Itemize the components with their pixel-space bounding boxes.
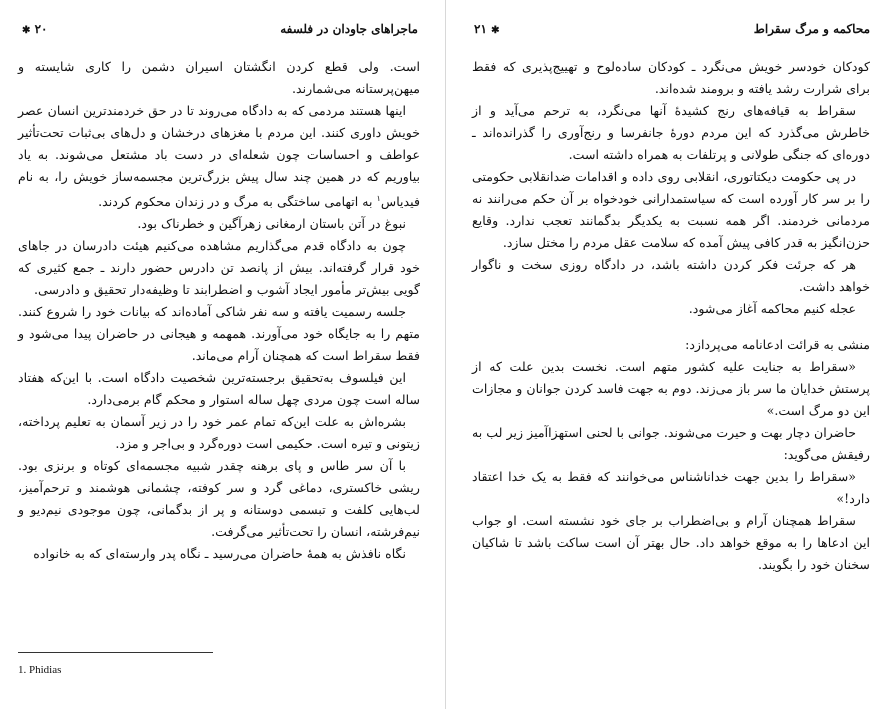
footnote: 1. Phidias bbox=[18, 664, 62, 676]
star-ornament-icon: ✱ bbox=[491, 25, 500, 36]
footnote-divider bbox=[18, 652, 213, 653]
paragraph: است. ولی قطع کردن انگشتان اسیران دشمن را کاری شایسته و میهن‌پرستانه می‌شمارند. bbox=[18, 59, 420, 96]
paragraph: در پی حکومت دیکتاتوری، انقلابی روی داده و اقدامات ضدانقلابی حکومتی را بر سر کار آورده است که سیاستمدارانی خودخواه بر آن حکم می‌رانند نه مردمانی خردمند. اگر همه نسبت به یکدیگر بدگمانند تعجب ندارد. وقایع حزن‌انگیز به قدر کافی پیش آمده که سلامت عقل مردم را مختل سازد. bbox=[472, 169, 870, 250]
footnote-marker: ۱ bbox=[376, 194, 381, 203]
paragraph: نبوغ در آتن باستان ارمغانی زهرآگین و خطرناک بود. bbox=[137, 216, 406, 232]
paragraph: چون به دادگاه قدم می‌گذاریم مشاهده می‌کنیم هیئت دادرسان در جاهای خود قرار گرفته‌اند. بیش از پانصد تن دادرس حضور دارند ـ جمع کثیری که گویی بیش‌تر مأمور ایجاد آشوب و اضطرابند تا وظیفه‌دار تحقیق و دادرسی. bbox=[18, 238, 420, 298]
paragraph: «سقراط به جنایت علیه کشور متهم است. نخست بدین علت که از پرستش خدایان ما سر باز می‌زند. دوم به جهت فاسد کردن جوانان و مجازات این دو مرگ است.» bbox=[472, 359, 870, 418]
paragraph: «سقراط را بدین جهت خداناشناس می‌خوانند که فقط به یک خدا اعتقاد دارد!» bbox=[472, 469, 870, 506]
left-header-page-number: ۲۰ ✱ bbox=[22, 22, 48, 36]
paragraph: عجله کنیم محاکمه آغاز می‌شود. bbox=[688, 301, 856, 316]
paragraph: سقراط به قیافه‌های رنج کشیدهٔ آنها می‌نگرد، به ترحم می‌آید و از خاطرش می‌گذرد که این مردم دورهٔ جانفرسا و رنج‌آوری را گذرانده‌اند ـ دوره‌ای که جنگی طولانی و پرتلفات به همراه داشته است. bbox=[472, 103, 870, 162]
right-page-header bbox=[474, 22, 870, 42]
paragraph: با آن سر طاس و پای برهنه چقدر شبیه مجسمه‌ای کوتاه و برنزی بود. ریشی خاکستری، دماغی گرد و سر کوفته، چشمانی هوشمند و ترحم‌آمیز، لب‌هایی کلفت و تبسمی دوستانه و پر از بدگمانی، چون موجودی نیم‌دیو و نیم‌فرشته، انسان را تحت‌تأثیر می‌گرفت. bbox=[18, 458, 420, 540]
paragraph: بشره‌اش به علت این‌که تمام عمر خود را در زیر آسمان به تعلیم پرداخته، زیتونی و تیره است. حکیمی است دوره‌گرد و بی‌اجر و مزد. bbox=[18, 414, 420, 452]
right-page bbox=[446, 0, 892, 709]
right-header-title: محاکمه و مرگ سقراط bbox=[753, 22, 870, 36]
paragraph: جلسه رسمیت یافته و سه نفر شاکی آماده‌اند که بیانات خود را شروع کنند. متهم را به جایگاه خود می‌آورند. همهمه و هیجانی در حاضران پیدا می‌شود و فقط سقراط است که همچنان آرام می‌ماند. bbox=[18, 304, 420, 364]
left-header-title: ماجراهای جاودان در فلسفه bbox=[280, 22, 418, 36]
paragraph: سقراط همچنان آرام و بی‌اضطراب بر جای خود نشسته است. او جواب این ادعاها را به موقع خواهد داد. حال بهتر آن است ساکت باشد تا شاکیان سخنان خود را بگویند. bbox=[472, 513, 870, 572]
right-page-body bbox=[472, 56, 870, 576]
paragraph: حاضران دچار بهت و حیرت می‌شوند. جوانی با لحنی استهزاآمیز زیر لب به رفیقش می‌گوید: bbox=[472, 425, 870, 462]
left-page-header bbox=[22, 22, 418, 42]
paragraph: اینها هستند مردمی که به دادگاه می‌روند تا در حق خردمندترین انسان عصر خویش داوری کنند. این مردم با مغزهای درخشان و دل‌های بی‌ثبات تحت‌تأثیر عواطف و احساسات چون شعله‌ای در دست باد مشتعل می‌شوند. به یاد بیاوریم که در همین چند سال پیش بزرگ‌ترین مجسمه‌ساز خویش را، به نام فیدیاس$^۱$ به اتهامی ساختگی به مرگ و در زندان محکوم کردند. bbox=[18, 103, 420, 210]
paragraph: این فیلسوف به‌تحقیق برجسته‌ترین شخصیت دادگاه است. با این‌که هفتاد ساله است چون مردی چهل ساله استوار و محکم گام برمی‌دارد. bbox=[18, 370, 420, 408]
paragraph-spacer bbox=[472, 320, 870, 334]
paragraph: کودکان خودسر خویش می‌نگرد ـ کودکان ساده‌لوح و تهییج‌پذیری که فقط برای شرارت رشد یافته و برومند شده‌اند. bbox=[472, 59, 870, 96]
left-page-body bbox=[18, 56, 420, 565]
paragraph: هر که جرئت فکر کردن داشته باشد، در دادگاه روزی سخت و ناگوار خواهد داشت. bbox=[472, 257, 870, 294]
paragraph: منشی به قرائت ادعانامه می‌پردازد: bbox=[685, 337, 870, 352]
right-header-page-number: ✱ ۲۱ bbox=[474, 22, 500, 36]
paragraph: نگاه نافذش به همهٔ حاضران می‌رسید ـ نگاه پدر وارسته‌ای که به خانواده bbox=[33, 546, 406, 562]
star-ornament-icon: ✱ bbox=[22, 25, 31, 36]
